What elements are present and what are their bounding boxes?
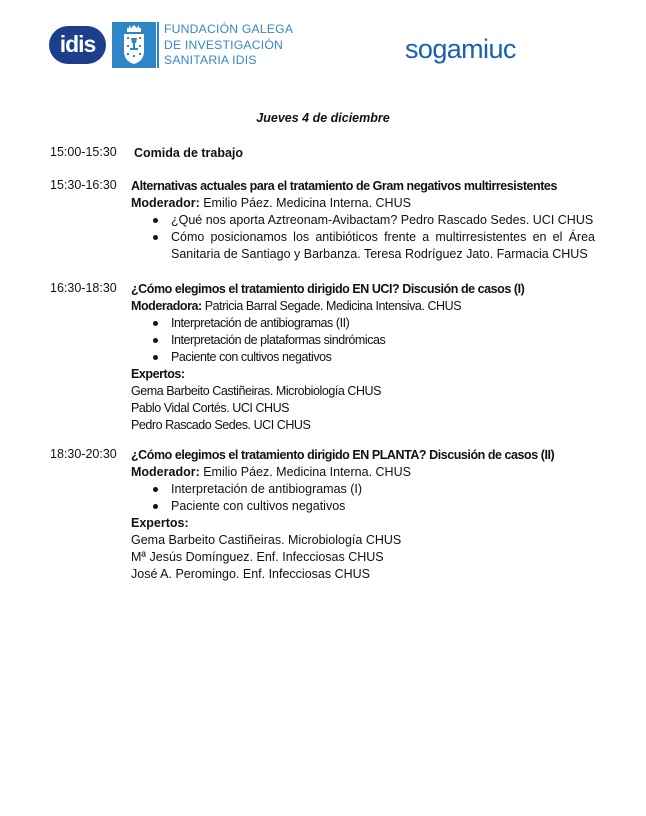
session-moderator: Moderador: Emilio Páez. Medicina Interna. CHUS [131,196,411,210]
session-time: 15:30-16:30 [50,178,117,192]
list-item: Interpretación de antibiogramas (II) [171,315,595,332]
idis-logo: idis [49,26,106,64]
sogamiuc-logo: sogamiuc [405,34,516,64]
session-title: Alternativas actuales para el tratamiento de Gram negativos multirresistentes [131,179,557,193]
expert-name: Mª Jesús Domínguez. Enf. Infecciosas CHUS [131,550,384,564]
session-title: ¿Cómo elegimos el tratamiento dirigido EN UCI? Discusión de casos (I) [131,282,525,296]
agenda-date: Jueves 4 de diciembre [256,111,390,125]
session-time: 18:30-20:30 [50,447,117,461]
list-item: Cómo posicionamos los antibióticos frente a multirresistentes en el Área Sanitaria de Santiago y Barbanza. Teresa Rodríguez Jato. Farmacia CHUS [171,230,595,261]
list-item: ¿Qué nos aporta Aztreonam-Avibactam? Pedro Rascado Sedes. UCI CHUS [171,213,594,227]
expert-name: Gema Barbeito Castiñeiras. Microbiología CHUS [131,384,381,398]
session-moderator: Moderadora: Patricia Barral Segade. Medicina Intensiva. CHUS [131,299,462,313]
page-header [0,0,646,80]
galicia-coat-of-arms-icon [112,22,156,68]
experts-label: Expertos: [131,516,189,530]
foundation-name: FUNDACIÓN GALEGA DE INVESTIGACIÓN SANITARIA IDIS [164,22,294,67]
list-item: Interpretación de plataformas sindrómicas [171,332,595,349]
session-time: 16:30-18:30 [50,281,117,295]
list-item: Paciente con cultivos negativos [171,349,595,366]
expert-name: Gema Barbeito Castiñeiras. Microbiología CHUS [131,533,402,547]
expert-name: Pablo Vidal Cortés. UCI CHUS [131,401,290,415]
list-item: Paciente con cultivos negativos [171,498,595,515]
expert-name: Pedro Rascado Sedes. UCI CHUS [131,418,311,432]
session-moderator: Moderador: Emilio Páez. Medicina Interna. CHUS [131,465,411,479]
session-time: 15:00-15:30 [50,145,117,159]
expert-name: José A. Peromingo. Enf. Infecciosas CHUS [131,567,370,581]
session-title: Comida de trabajo [134,146,244,160]
experts-label: Expertos: [131,367,185,381]
logo-divider [157,22,159,68]
session-title: ¿Cómo elegimos el tratamiento dirigido EN PLANTA? Discusión de casos (II) [131,448,555,462]
list-item: Interpretación de antibiogramas (I) [171,481,595,498]
